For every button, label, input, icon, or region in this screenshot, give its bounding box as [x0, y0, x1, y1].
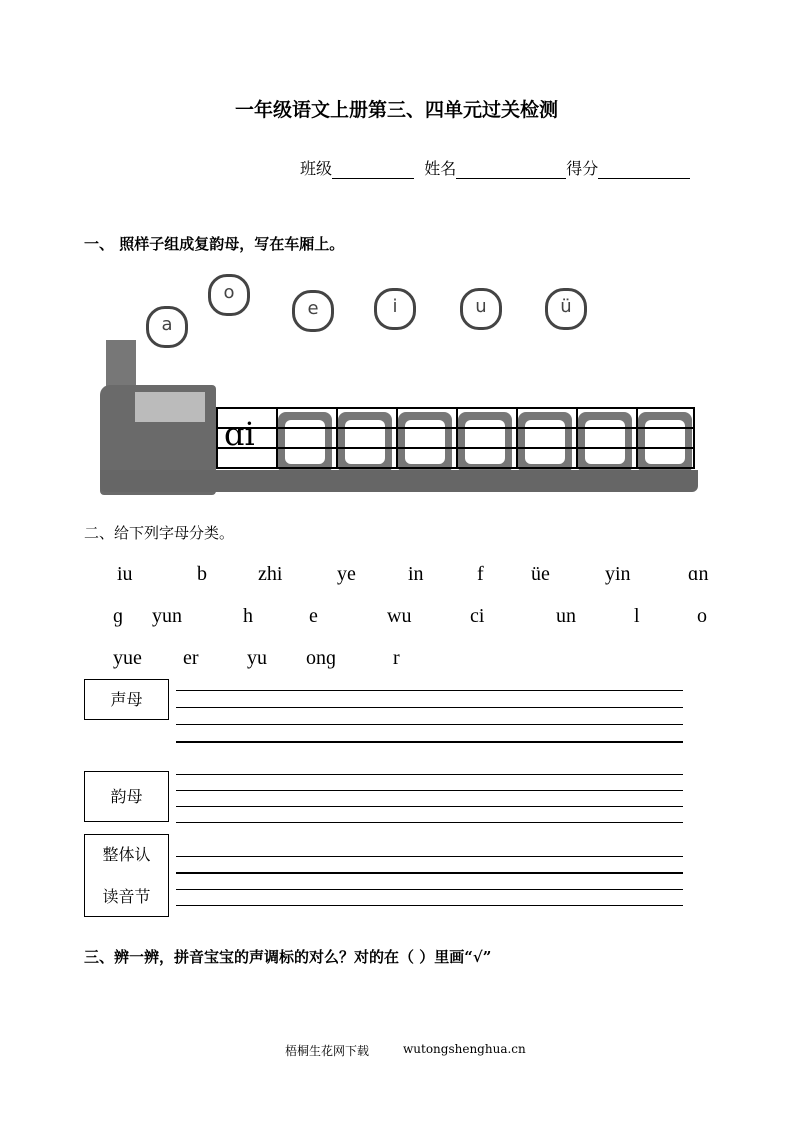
zhengti-label-2: 读音节 [102, 886, 151, 906]
letter: üe [531, 563, 550, 585]
answer-line[interactable] [176, 690, 683, 691]
page-title: 一年级语文上册第三、四单元过关检测 [234, 99, 558, 121]
letter: onɡ [306, 647, 336, 669]
letter: yin [605, 563, 631, 585]
answer-line[interactable] [176, 872, 683, 874]
letter: ye [337, 563, 356, 585]
letter: er [183, 647, 199, 669]
letter: yun [152, 605, 182, 627]
cloud-v: ü [545, 288, 587, 330]
letter: e [309, 605, 318, 627]
letter: in [408, 563, 424, 585]
score-blank[interactable] [598, 160, 690, 179]
example-answer: ɑi [224, 415, 255, 453]
answer-line[interactable] [176, 790, 683, 791]
letter: zhi [258, 563, 283, 585]
letter: un [556, 605, 576, 627]
answer-line[interactable] [176, 905, 683, 906]
zhengti-label-1: 整体认 [102, 844, 151, 864]
class-label: 班级 [300, 159, 333, 178]
section2-heading: 二、给下列字母分类。 [84, 524, 235, 542]
section1-heading: 一、 照样子组成复韵母，写在车厢上。 [84, 235, 345, 253]
letter: h [243, 605, 253, 627]
cloud-e: e [292, 290, 334, 332]
name-blank[interactable] [456, 160, 566, 179]
zhengti-label-box [84, 834, 169, 917]
cloud-a: a [146, 306, 188, 348]
answer-line[interactable] [176, 724, 683, 725]
footer-site-name: 梧桐生花网下载 [285, 1044, 370, 1058]
locomotive-window [135, 392, 205, 422]
letter: iu [117, 563, 133, 585]
student-info [300, 156, 690, 179]
answer-line[interactable] [176, 889, 683, 890]
letter: yu [247, 647, 267, 669]
answer-line[interactable] [176, 806, 683, 807]
answer-line[interactable] [176, 856, 683, 857]
letter: wu [387, 605, 412, 627]
letter: ɑn [688, 563, 709, 585]
cloud-u: u [460, 288, 502, 330]
train-wheels [100, 470, 698, 492]
shengmu-label-box [84, 679, 169, 720]
shengmu-label: 声母 [110, 689, 143, 709]
yunmu-label: 韵母 [110, 786, 143, 806]
letter: b [197, 563, 207, 585]
cloud-i: i [374, 288, 416, 330]
chimney [106, 340, 136, 390]
section3-heading: 三、辨一辨，拼音宝宝的声调标的对么？对的在（ ）里画“√” [84, 948, 492, 966]
answer-line[interactable] [176, 707, 683, 708]
letter: f [477, 563, 484, 585]
letter: yue [113, 647, 142, 669]
answer-line[interactable] [176, 741, 683, 743]
letter: o [697, 605, 707, 627]
yunmu-label-box [84, 771, 169, 822]
letter: r [393, 647, 400, 669]
letter: ɡ [113, 605, 123, 627]
letter: l [634, 605, 640, 627]
class-blank[interactable] [332, 160, 414, 179]
score-label: 得分 [566, 159, 599, 178]
letter: ci [470, 605, 485, 627]
answer-line[interactable] [176, 822, 683, 823]
answer-line[interactable] [176, 774, 683, 775]
cloud-o: o [208, 274, 250, 316]
footer-url[interactable]: wutongshenghua.cn [403, 1042, 526, 1056]
name-label: 姓名 [424, 159, 457, 178]
